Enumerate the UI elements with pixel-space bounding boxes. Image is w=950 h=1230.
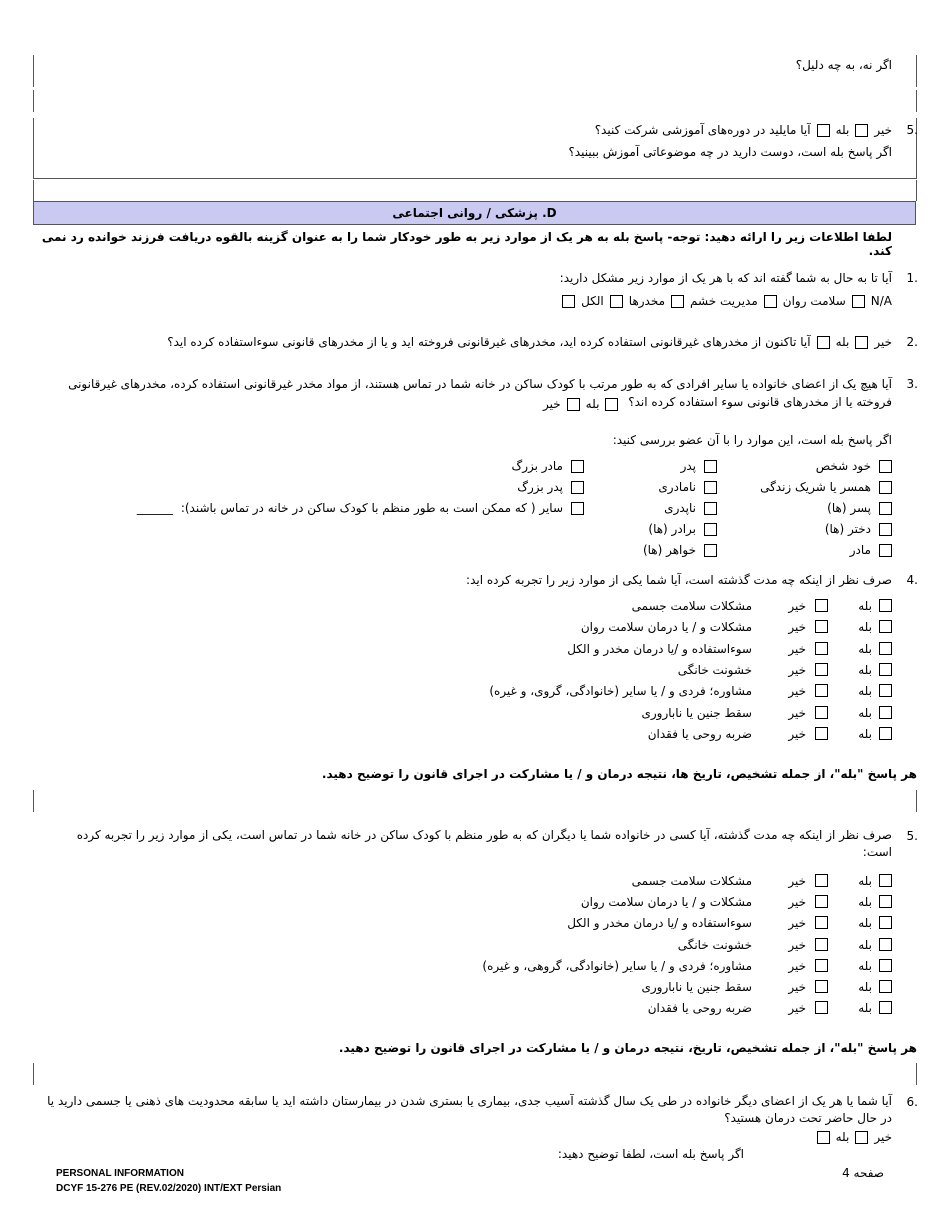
- section-d-header: D. پزشکی / روانی اجتماعی: [33, 201, 916, 225]
- footer-title: PERSONAL INFORMATION: [56, 1168, 184, 1179]
- q3-no-label: خیر: [543, 397, 561, 411]
- member-self: [816, 459, 892, 473]
- q4-row-yes-label: بله: [858, 599, 872, 613]
- member-other-checkbox[interactable]: [571, 502, 584, 515]
- frame-left-line: [33, 790, 34, 812]
- member-label: پدر: [680, 459, 696, 473]
- q4-row-no-checkbox[interactable]: [815, 706, 828, 719]
- member-brothers: [648, 522, 717, 536]
- q1-option-label: مدیریت خشم: [690, 294, 758, 308]
- q5b-row-no-checkbox[interactable]: [815, 1001, 828, 1014]
- q5-no-checkbox[interactable]: [855, 124, 868, 137]
- q1-option-label: N/A: [870, 294, 892, 308]
- member-sisters-checkbox[interactable]: [704, 544, 717, 557]
- q4-row-no-label: خیر: [788, 705, 806, 720]
- q5-row: [595, 121, 892, 139]
- q4-row-yes-checkbox[interactable]: [879, 599, 892, 612]
- q1-alcohol-checkbox[interactable]: [562, 295, 575, 308]
- q1-option-label: الکل: [581, 294, 604, 308]
- q4-row-yes-label: بله: [858, 684, 872, 699]
- q5b-row: [472, 958, 892, 976]
- frame-right-line: [916, 1063, 917, 1085]
- member-label: پسر (ها): [827, 501, 871, 515]
- q4-row: [472, 641, 892, 659]
- q4-row-yes-checkbox[interactable]: [879, 642, 892, 655]
- q4-row-no-checkbox[interactable]: [815, 620, 828, 633]
- reason-question: اگر نه، به چه دلیل؟: [795, 58, 892, 72]
- q4-row-item-label: سوءاستفاده و /یا درمان مخدر و الکل: [567, 641, 752, 656]
- q5b-row-no-checkbox[interactable]: [815, 874, 828, 887]
- q5-number: 5.: [906, 123, 918, 137]
- member-other-blank[interactable]: ______: [136, 501, 173, 515]
- q5b-row-yes-checkbox[interactable]: [879, 938, 892, 951]
- q4-row-yes-checkbox[interactable]: [879, 727, 892, 740]
- q5b-row-yes-label: بله: [858, 958, 872, 973]
- q5b-row-yes-checkbox[interactable]: [879, 874, 892, 887]
- q5b-row-no-label: خیر: [788, 937, 806, 952]
- q4-row-yes-label: بله: [858, 620, 872, 635]
- q4-row-no-checkbox[interactable]: [815, 684, 828, 697]
- member-sons-checkbox[interactable]: [879, 502, 892, 515]
- member-brothers-checkbox[interactable]: [704, 523, 717, 536]
- q5b-row: [472, 873, 892, 891]
- q3-number: 3.: [906, 377, 918, 391]
- q1-question: آیا تا به حال به شما گفته اند که با هر یک از موارد زیر مشکل دارید:: [559, 271, 892, 285]
- member-self-checkbox[interactable]: [879, 460, 892, 473]
- q2-yes-checkbox[interactable]: [817, 336, 830, 349]
- q4-row-no-checkbox[interactable]: [815, 727, 828, 740]
- q5b-row: [472, 937, 892, 955]
- q5-yes-label: بله: [835, 123, 850, 137]
- q4-row-item-label: مشکلات و / یا درمان سلامت روان: [580, 620, 752, 635]
- member-father-checkbox[interactable]: [704, 460, 717, 473]
- member-label: خواهر (ها): [642, 543, 696, 557]
- q5b-row-item-label: سقط جنین یا ناباروری: [641, 980, 752, 994]
- frame-right-line: [916, 180, 917, 201]
- member-label: مادر بزرگ: [511, 459, 563, 473]
- q5b-row-yes-checkbox[interactable]: [879, 959, 892, 972]
- q5b-row-yes-label: بله: [858, 916, 872, 931]
- q5b-row-no-label: خیر: [788, 916, 806, 931]
- q6-number: 6.: [906, 1095, 918, 1109]
- q3-followup: اگر پاسخ بله است، این موارد را با آن عضو بررسی کنید:: [612, 433, 892, 447]
- q4-row-no-label: خیر: [788, 684, 806, 699]
- q5b-row-item-label: مشکلات سلامت جسمی: [631, 874, 752, 888]
- member-label: همسر یا شریک زندگی: [760, 480, 871, 494]
- frame-left-line: [33, 1063, 34, 1085]
- member-sisters: [643, 543, 717, 557]
- top-block-bottom-line: [33, 178, 917, 179]
- member-grandfather: [517, 480, 584, 494]
- q4-row: [472, 705, 892, 723]
- q5b-row: [472, 915, 892, 933]
- member-spouse-checkbox[interactable]: [879, 481, 892, 494]
- q5b-row-yes-checkbox[interactable]: [879, 916, 892, 929]
- q6-yes-no: [817, 1128, 892, 1146]
- frame-left-line: [33, 180, 34, 201]
- q5-yes-checkbox[interactable]: [817, 124, 830, 137]
- q2-yes-label: بله: [835, 335, 850, 349]
- q5-followup: اگر پاسخ بله است، دوست دارید در چه موضوعاتی آموزش ببینید؟: [568, 145, 892, 159]
- q4-row-no-checkbox[interactable]: [815, 663, 828, 676]
- q4-explain: هر پاسخ "بله"، از جمله تشخیص، تاریخ ها، نتیجه درمان و / یا مشارکت در اجرای قانون را توضیح دهید.: [321, 767, 917, 781]
- q6-no-label: خیر: [874, 1130, 892, 1144]
- q5b-row-item-label: مشکلات و / یا درمان سلامت روان: [580, 895, 752, 910]
- q5b-row-no-checkbox[interactable]: [815, 916, 828, 929]
- member-daughters-checkbox[interactable]: [879, 523, 892, 536]
- q5b-row: [472, 979, 892, 997]
- q4-row-yes-label: بله: [858, 705, 872, 720]
- member-stepmother: [658, 480, 717, 494]
- member-label: پدر بزرگ: [517, 480, 563, 494]
- q5b-number: 5.: [906, 829, 918, 843]
- q4-row-no-label: خیر: [788, 726, 806, 741]
- member-label: مادر: [849, 543, 871, 557]
- q5b-row-yes-label: بله: [858, 1001, 872, 1016]
- q5b-row-no-checkbox[interactable]: [815, 895, 828, 908]
- frame-right-line: [916, 90, 917, 112]
- q4-row-item-label: مشاوره؛ فردی و / یا سایر (خانوادگی، گروی، و غیره): [489, 684, 752, 699]
- q3-yes-no: [543, 395, 618, 413]
- q4-row: [472, 662, 892, 680]
- q4-row-no-label: خیر: [788, 620, 806, 635]
- q4-row: [472, 619, 892, 637]
- q2-number: 2.: [906, 335, 918, 349]
- member-mother: [850, 543, 892, 557]
- q4-row-no-label: خیر: [788, 599, 806, 613]
- q5b-row-no-label: خیر: [788, 980, 806, 994]
- member-mother-checkbox[interactable]: [879, 544, 892, 557]
- q6-followup: اگر پاسخ بله است، لطفا توضیح دهید:: [557, 1147, 744, 1161]
- q4-row-yes-checkbox[interactable]: [879, 620, 892, 633]
- footer-form-id: DCYF 15-276 PE (REV.02/2020) INT/EXT Persian: [56, 1183, 282, 1194]
- member-label: خود شخص: [815, 459, 871, 473]
- q5b-row-no-label: خیر: [788, 895, 806, 910]
- q5b-row: [472, 1000, 892, 1018]
- member-spouse: [760, 480, 892, 494]
- q5b-row-yes-label: بله: [858, 937, 872, 952]
- q4-row-item-label: خشونت خانگی: [677, 662, 752, 677]
- q4-row-no-label: خیر: [788, 641, 806, 656]
- q4-row-no-checkbox[interactable]: [815, 642, 828, 655]
- q2-no-label: خیر: [874, 335, 892, 349]
- member-label: سایر ( که ممکن است به طور منظم با کودک ساکن در خانه در تماس باشند):: [180, 501, 563, 515]
- member-label: نامادری: [658, 480, 696, 494]
- member-grandmother-checkbox[interactable]: [571, 460, 584, 473]
- q5-no-label: خیر: [874, 123, 892, 137]
- q2-row: [167, 333, 892, 351]
- member-daughters: [825, 522, 892, 536]
- member-stepmother-checkbox[interactable]: [704, 481, 717, 494]
- q5-question: آیا مایلید در دوره‌های آموزشی شرکت کنید؟: [594, 123, 811, 137]
- frame-left-line: [33, 118, 34, 178]
- q4-row-no-label: خیر: [788, 662, 806, 677]
- q5b-question: صرف نظر از اینکه چه مدت گذشته، آیا کسی در خانواده شما یا دیگران که به طور منظم با کودک ساکن در خانه شما در تماس است، یکی از موارد زیر را تجربه کرده است:: [76, 828, 892, 859]
- member-sons: [827, 501, 892, 515]
- page-number: صفحه 4: [842, 1166, 884, 1180]
- member-label: ناپدری: [664, 501, 696, 515]
- q4-row-item-label: ضربه روحی یا فقدان: [647, 726, 752, 741]
- q1-option-label: مخدرها: [628, 294, 666, 308]
- q1-na-checkbox[interactable]: [852, 295, 865, 308]
- q5b-row-item-label: خشونت خانگی: [677, 937, 752, 952]
- q1-anger-checkbox[interactable]: [671, 295, 684, 308]
- q5b-row-yes-label: بله: [858, 874, 872, 888]
- q5b-row-yes-checkbox[interactable]: [879, 980, 892, 993]
- q5b-row-item-label: سوءاستفاده و /یا درمان مخدر و الکل: [567, 916, 752, 931]
- member-stepfather-checkbox[interactable]: [704, 502, 717, 515]
- section-d-intro: لطفا اطلاعات زیر را ارائه دهید: توجه- پاسخ بله به هر یک از موارد زیر به طور خودکار شما را به عنوان گزینه بالقوه دریافت فرزند خوانده رد نمی کند.: [41, 230, 892, 258]
- q5b-row-yes-checkbox[interactable]: [879, 895, 892, 908]
- q2-no-checkbox[interactable]: [855, 336, 868, 349]
- q5b-row-no-label: خیر: [788, 958, 806, 973]
- q5b-row-no-label: خیر: [788, 874, 806, 888]
- q1-mental-health-checkbox[interactable]: [764, 295, 777, 308]
- q5b-row: [472, 894, 892, 912]
- q4-row-item-label: سقط جنین یا ناباروری: [641, 705, 752, 720]
- q1-options: [562, 292, 892, 310]
- frame-right-line: [916, 790, 917, 812]
- q4-row-yes-label: بله: [858, 641, 872, 656]
- q4-row: [472, 726, 892, 744]
- q5b-row-no-checkbox[interactable]: [815, 980, 828, 993]
- q6-no-checkbox[interactable]: [855, 1131, 868, 1144]
- member-grandfather-checkbox[interactable]: [571, 481, 584, 494]
- q4-number: 4.: [906, 573, 918, 587]
- frame-right-line: [916, 55, 917, 87]
- q1-option-label: سلامت روان: [782, 294, 846, 308]
- member-label: دختر (ها): [824, 522, 871, 536]
- q4-question: صرف نظر از اینکه چه مدت گذشته است، آیا شما یکی از موارد زیر را تجربه کرده اید:: [466, 573, 892, 587]
- member-grandmother: [511, 459, 584, 473]
- q4-row-yes-checkbox[interactable]: [879, 684, 892, 697]
- q5b-explain: هر پاسخ "بله"، از جمله تشخیص، تاریخ، نتیجه درمان و / یا مشارکت در اجرای قانون را توضیح دهید.: [338, 1041, 917, 1055]
- q3-no-checkbox[interactable]: [567, 398, 580, 411]
- q1-number: 1.: [906, 271, 918, 285]
- frame-left-line: [33, 55, 34, 87]
- member-label: برادر (ها): [648, 522, 696, 536]
- q5b-row-item-label: مشاوره؛ فردی و / یا سایر (خانوادگی، گروهی، و غیره): [482, 958, 752, 973]
- frame-left-line: [33, 90, 34, 112]
- q5b-row-no-checkbox[interactable]: [815, 938, 828, 951]
- q5b-row-item-label: ضربه روحی یا فقدان: [647, 1001, 752, 1016]
- q6-yes-label: بله: [835, 1130, 850, 1144]
- member-other: [137, 501, 584, 515]
- q4-row-yes-checkbox[interactable]: [879, 706, 892, 719]
- q3-question: آیا هیچ یک از اعضای خانواده یا سایر افرادی که به طور مرتب با کودک ساکن در خانه شما در تماس هستند، از مواد مخدر غیرقانونی استفاده کرده، مخدرهای غیرقانونی فروخته یا از مخدرهای قانونی سوء استفاده کرده اند؟: [68, 377, 892, 409]
- q4-row-no-checkbox[interactable]: [815, 599, 828, 612]
- q5b-row-yes-label: بله: [858, 980, 872, 994]
- q4-row-yes-checkbox[interactable]: [879, 663, 892, 676]
- q6-yes-checkbox[interactable]: [817, 1131, 830, 1144]
- q4-row: [472, 683, 892, 701]
- q3-yes-label: بله: [585, 397, 600, 411]
- q5b-row-yes-label: بله: [858, 895, 872, 910]
- q2-question: آیا تاکنون از مخدرهای غیرقانونی استفاده کرده اید، مخدرهای غیرقانونی فروخته اید و یا از مخدرهای قانونی سوءاستفاده کرده اید؟: [167, 335, 811, 349]
- member-stepfather: [664, 501, 717, 515]
- q5b-row-yes-checkbox[interactable]: [879, 1001, 892, 1014]
- q4-row: [472, 598, 892, 616]
- q3-yes-checkbox[interactable]: [605, 398, 618, 411]
- q5b-row-no-label: خیر: [788, 1001, 806, 1016]
- q4-row-yes-label: بله: [858, 662, 872, 677]
- q4-row-item-label: مشکلات سلامت جسمی: [631, 599, 752, 613]
- q6-question: آیا شما یا هر یک از اعضای دیگر خانواده در طی یک سال گذشته آسیب جدی، بیماری یا بستری شدن در بیمارستان داشته اید یا سابقه محدودیت های ذهنی یا جسمی دارید یا در حال حاضر تحت درمان هستید؟: [47, 1094, 892, 1125]
- q4-row-yes-label: بله: [858, 726, 872, 741]
- q5b-row-no-checkbox[interactable]: [815, 959, 828, 972]
- member-father: [681, 459, 717, 473]
- q1-drugs-checkbox[interactable]: [610, 295, 623, 308]
